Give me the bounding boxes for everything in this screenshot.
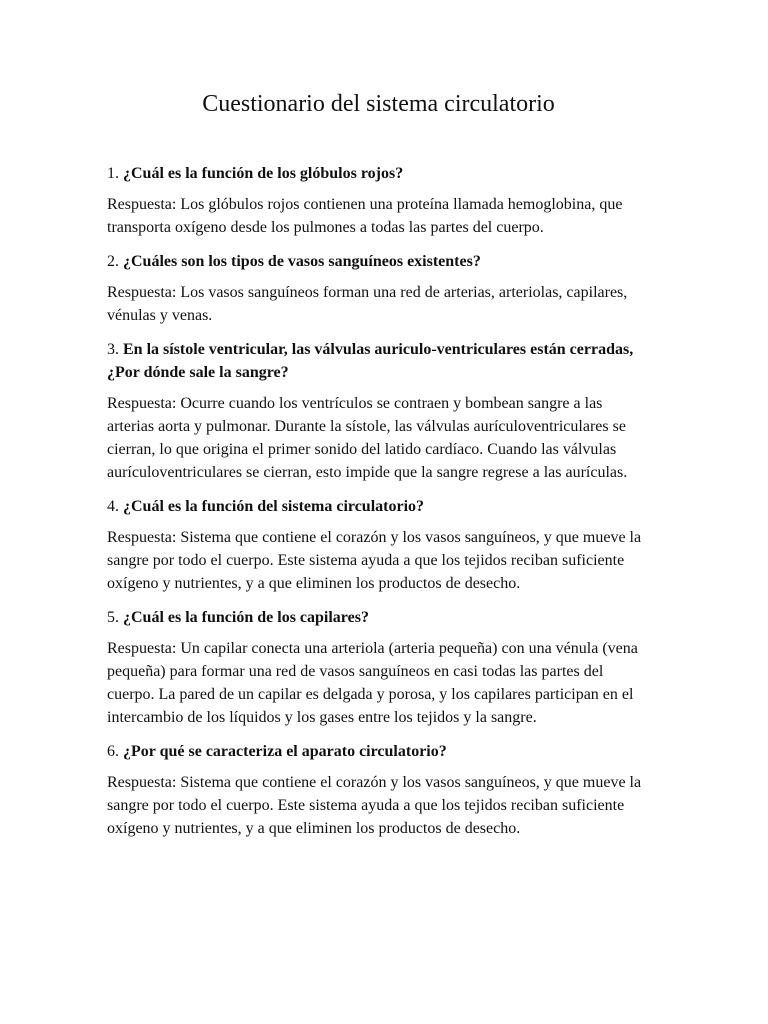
question-item-6 (107, 740, 650, 840)
question-item-3 (107, 338, 650, 484)
page-title: Cuestionario del sistema circulatorio (202, 91, 555, 117)
answer-1: Respuesta: Los glóbulos rojos contienen una proteína llamada hemoglobina, que transporta oxígeno desde los pulmones a todas las partes del cuerpo. (107, 195, 623, 236)
question-text: ¿Cuál es la función del sistema circulatorio? (123, 497, 425, 515)
question-item-5 (107, 606, 650, 729)
question-text: ¿Cuál es la función de los glóbulos rojos? (123, 164, 404, 182)
question-5 (107, 606, 650, 629)
question-number: 4. (107, 497, 119, 515)
answer-6: Respuesta: Sistema que contiene el corazón y los vasos sanguíneos, y que mueve la sangre por todo el cuerpo. Este sistema ayuda a que los tejidos reciban suficiente oxígeno y nutrientes, y a que eliminen los productos de desecho. (107, 773, 642, 837)
question-list (107, 162, 650, 840)
question-3 (107, 338, 650, 384)
question-2 (107, 250, 650, 273)
question-1 (107, 162, 650, 185)
question-number: 6. (107, 742, 119, 760)
answer-4: Respuesta: Sistema que contiene el corazón y los vasos sanguíneos, y que mueve la sangre por todo el cuerpo. Este sistema ayuda a que los tejidos reciban suficiente oxígeno y nutrientes, y a que eliminen los productos de desecho. (107, 528, 642, 592)
answer-5: Respuesta: Un capilar conecta una arteriola (arteria pequeña) con una vénula (vena pequeña) para formar una red de vasos sanguíneos en casi todas las partes del cuerpo. La pared de un capilar es delgada y porosa, y los capilares participan en el intercambio de los líquidos y los gases entre los tejidos y la sangre. (107, 639, 638, 726)
question-4 (107, 495, 650, 518)
question-text: ¿Por qué se caracteriza el aparato circulatorio? (123, 742, 447, 760)
question-number: 3. (107, 340, 119, 358)
question-text: En la sístole ventricular, las válvulas auriculo-ventriculares están cerradas, ¿Por dónde sale la sangre? (107, 340, 634, 381)
question-number: 5. (107, 608, 119, 626)
question-item-2 (107, 250, 650, 327)
question-number: 2. (107, 252, 119, 270)
question-text: ¿Cuál es la función de los capilares? (123, 608, 369, 626)
answer-2: Respuesta: Los vasos sanguíneos forman una red de arterias, arteriolas, capilares, vénulas y venas. (107, 283, 628, 324)
question-item-1 (107, 162, 650, 239)
question-number: 1. (107, 164, 119, 182)
question-6 (107, 740, 650, 763)
question-text: ¿Cuáles son los tipos de vasos sanguíneos existentes? (123, 252, 481, 270)
question-item-4 (107, 495, 650, 595)
answer-3: Respuesta: Ocurre cuando los ventrículos se contraen y bombean sangre a las arterias aorta y pulmonar. Durante la sístole, las válvulas aurículoventriculares se cierran, lo que origina el primer sonido del latido cardíaco. Cuando las válvulas aurículoventriculares se cierran, esto impide que la sangre regrese a las aurículas. (107, 394, 628, 481)
